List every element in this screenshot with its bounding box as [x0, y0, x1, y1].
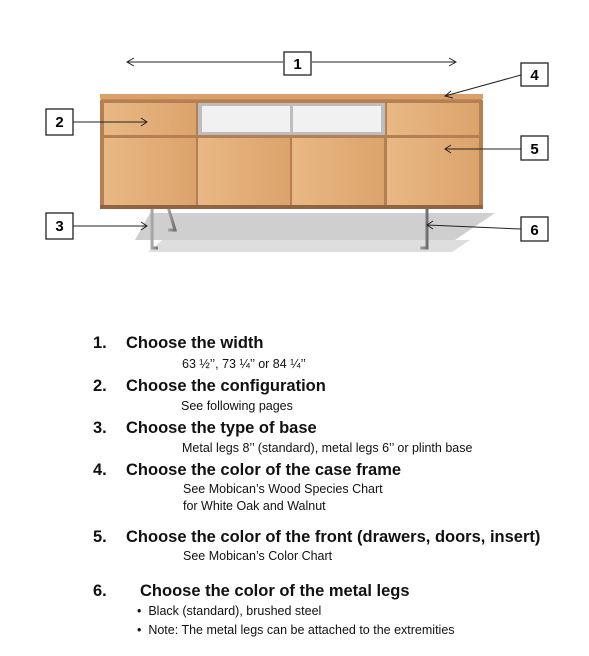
step-6-number: 6.	[93, 582, 107, 600]
step-4-detail-2: for White Oak and Walnut	[183, 499, 326, 513]
step-3-detail: Metal legs 8’’ (standard), metal legs 6’’ or plinth base	[182, 441, 473, 455]
step-4-title: Choose the color of the case frame	[126, 461, 402, 479]
callout-4: 4	[530, 67, 539, 84]
callout-2: 2	[55, 114, 64, 131]
step-2-number: 2.	[93, 377, 107, 395]
step-6-bullet-2	[137, 623, 455, 637]
step-4-number: 4.	[93, 461, 107, 479]
step-6-bullet-2-text: Note: The metal legs can be attached to the extremities	[148, 623, 455, 637]
step-5-number: 5.	[93, 528, 107, 546]
callout-3: 3	[55, 218, 64, 235]
step-3-number: 3.	[93, 419, 107, 437]
callout-1: 1	[293, 56, 302, 73]
step-6-title: Choose the color of the metal legs	[140, 582, 410, 600]
step-3-title: Choose the type of base	[126, 419, 317, 437]
step-1-title: Choose the width	[126, 334, 264, 352]
step-6-bullet-1	[137, 604, 321, 618]
step-4-detail-1: See Mobican’s Wood Species Chart	[183, 482, 383, 496]
callout-6: 6	[530, 222, 539, 239]
step-1-detail: 63 ½’’, 73 ¼’’ or 84 ¼’’	[182, 357, 306, 371]
step-5-detail: See Mobican’s Color Chart	[183, 549, 333, 563]
step-2-detail: See following pages	[181, 399, 293, 413]
bullet-dot: •	[137, 623, 149, 637]
step-2-title: Choose the configuration	[126, 377, 326, 395]
callout-5: 5	[530, 141, 539, 158]
step-5-title: Choose the color of the front (drawers, doors, insert)	[126, 528, 541, 546]
bullet-dot: •	[137, 604, 149, 618]
step-1-number: 1.	[93, 334, 107, 352]
step-6-bullet-1-text: Black (standard), brushed steel	[148, 604, 322, 618]
